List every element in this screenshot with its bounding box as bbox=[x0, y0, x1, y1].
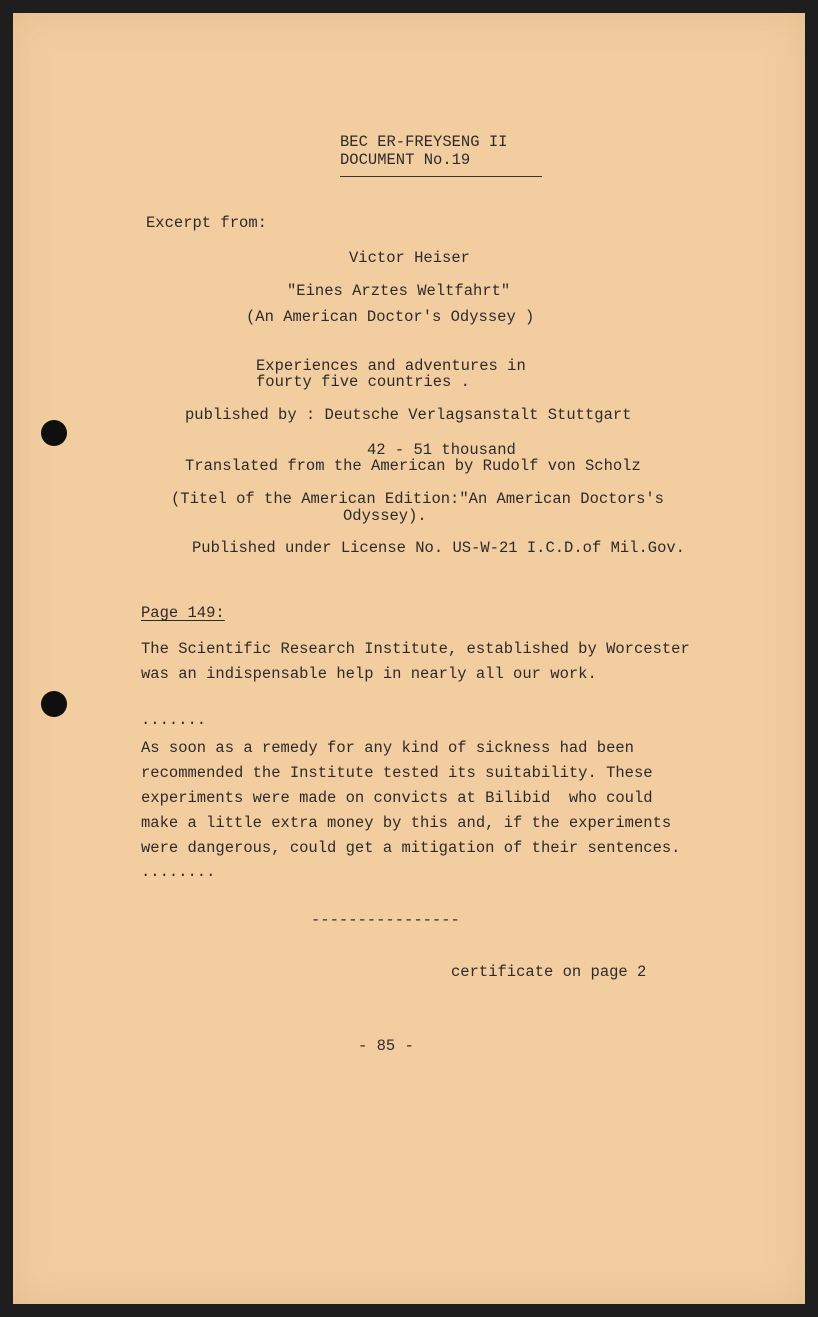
page-number: - 85 - bbox=[358, 1037, 414, 1055]
ellipsis-marker: ....... bbox=[141, 711, 207, 729]
excerpt-label: Excerpt from: bbox=[146, 214, 267, 232]
punch-hole-lower bbox=[41, 691, 67, 717]
book-american-title-line1: (Titel of the American Edition:"An American Doctors's bbox=[171, 490, 664, 508]
certificate-note: certificate on page 2 bbox=[451, 963, 647, 981]
header-document-line: DOCUMENT No.19 bbox=[340, 151, 471, 169]
paragraph2-line3: experiments were made on convicts at Bilibid who could bbox=[141, 789, 653, 807]
book-german-title: "Eines Arztes Weltfahrt" bbox=[287, 282, 511, 300]
book-subtitle-line2: fourty five countries . bbox=[256, 373, 470, 391]
punch-hole-upper bbox=[41, 420, 67, 446]
paragraph2-line4: make a little extra money by this and, if the experiments bbox=[141, 814, 672, 832]
book-subtitle-line1: Experiences and adventures in bbox=[256, 357, 526, 375]
paragraph2-line2: recommended the Institute tested its suitability. These bbox=[141, 764, 653, 782]
book-translator: Translated from the American by Rudolf von Scholz bbox=[185, 457, 641, 475]
book-american-title-line2: Odyssey). bbox=[343, 507, 427, 525]
paragraph2-line1: As soon as a remedy for any kind of sickness had been bbox=[141, 739, 634, 757]
paragraph2-line5: were dangerous, could get a mitigation of their sentences. bbox=[141, 839, 681, 857]
book-english-title: (An American Doctor's Odyssey ) bbox=[246, 308, 535, 326]
header-case-line: BEC ER-FREYSENG II bbox=[340, 133, 508, 151]
book-license: Published under License No. US-W-21 I.C.D.of Mil.Gov. bbox=[192, 539, 685, 557]
book-publisher: published by : Deutsche Verlagsanstalt Stuttgart bbox=[185, 406, 632, 424]
book-author: Victor Heiser bbox=[349, 249, 470, 267]
ellipsis-marker: ........ bbox=[141, 863, 216, 881]
section-divider: ---------------- bbox=[311, 911, 460, 929]
book-edition: 42 - 51 thousand bbox=[367, 441, 516, 459]
page-reference: Page 149: bbox=[141, 604, 225, 622]
paragraph1-line1: The Scientific Research Institute, established by Worcester bbox=[141, 640, 690, 658]
document-page bbox=[13, 13, 805, 1304]
header-underline bbox=[340, 176, 542, 177]
paragraph1-line2: was an indispensable help in nearly all our work. bbox=[141, 665, 597, 683]
